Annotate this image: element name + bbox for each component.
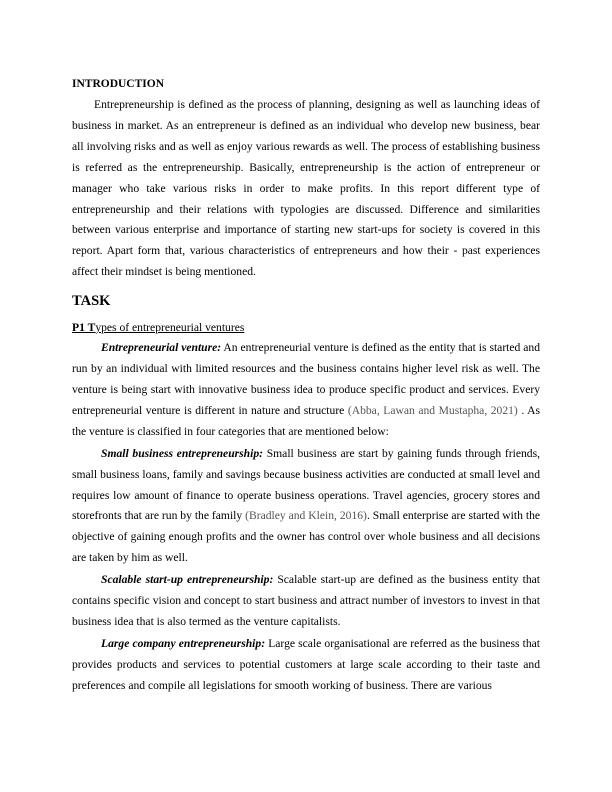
p1-subheading	[72, 320, 540, 336]
large-company-paragraph	[72, 634, 540, 697]
small-business-term: Small business entrepreneurship:	[101, 446, 264, 460]
small-business-after: . Small enterprise are started with the objective of gaining enough profits and the owner has control over whole business and all decisions are taken by him as well.	[72, 509, 541, 565]
venture-term: Entrepreneurial venture:	[101, 341, 222, 355]
large-company-term: Large company entrepreneurship:	[101, 636, 266, 650]
venture-citation: (Abba, Lawan and Mustapha, 2021)	[347, 403, 518, 417]
scalable-startup-term: Scalable start-up entrepreneurship:	[101, 573, 274, 587]
scalable-startup-text: Scalable start-up are defined as the business entity that contains specific vision and concept to start business and attract number of investors to invest in that business idea that is also termed as the venture capitalists.	[72, 573, 541, 628]
task-heading: TASK	[72, 293, 111, 310]
venture-after: . As the venture is classified in four categories that are mentioned below:	[72, 403, 540, 438]
page-content	[72, 76, 540, 697]
large-company-text: Large scale organisational are referred as the business that provides products and services to potential customers at large scale according to their taste and preferences and compile all legislations for smooth working of business. There are various	[72, 636, 540, 692]
small-business-paragraph	[72, 444, 540, 569]
venture-paragraph	[72, 338, 540, 443]
small-business-citation: (Bradley and Klein, 2016)	[245, 509, 367, 523]
p1-subheading-bold: P1 T	[72, 321, 96, 335]
scalable-startup-paragraph	[72, 570, 540, 633]
venture-text: An entrepreneurial venture is defined as the entity that is started and run by an individual with limited resources and the business contains higher level risk as well. The venture is being start with innovative business idea to produce specific product and services. Every entrepreneurial venture is different in nature and structure	[72, 341, 540, 417]
introduction-heading: INTRODUCTION	[72, 78, 165, 90]
p1-subheading-text: ypes of entrepreneurial ventures	[95, 321, 245, 335]
introduction-paragraph: Entrepreneurship is defined as the process of planning, designing as well as launching ideas of business in market. As an entrepreneur is defined as an individual who develop new business, bear all involving risks and as well as enjoy various rewards as well. The process of establishing business is referred as the entrepreneurship. Basically, entrepreneurship is the action of entrepreneur or manager who take various risks in order to make profits. In this report different type of entrepreneurship and their relations with typologies are discussed. Difference and similarities between various enterprise and importance of starting new start-ups for society is covered in this report. Apart form that, various characteristics of entrepreneurs and how their - past experiences affect their mindset is being mentioned.	[72, 98, 540, 279]
small-business-text: Small business are start by gaining funds through friends, small business loans, family and savings because business activities are conducted at small level and requires low amount of finance to operate business operations. Travel agencies, grocery stores and storefronts that are run by the family	[72, 446, 540, 523]
